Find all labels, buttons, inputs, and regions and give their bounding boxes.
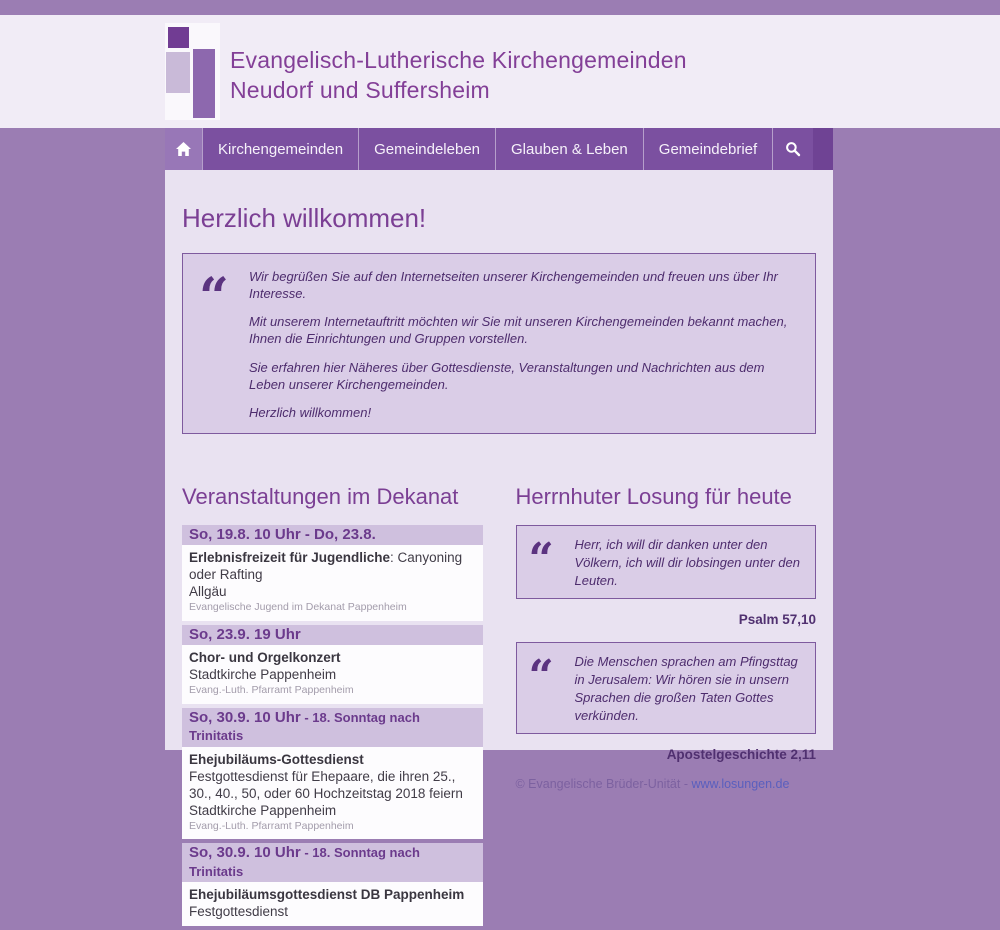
site-title-line2: Neudorf und Suffersheim: [230, 77, 490, 104]
event-body: [182, 545, 483, 621]
copyright-text: © Evangelische Brüder-Unität -: [515, 776, 692, 791]
home-icon: [175, 141, 192, 157]
quote-icon: “: [528, 650, 554, 702]
event-date-suffix: - 18. Sonntag nach Trinitatis: [189, 845, 420, 879]
quote-icon: “: [199, 267, 229, 328]
event-location: Stadtkirche Pappenheim: [189, 667, 337, 683]
logo-square-dark: [168, 27, 189, 48]
welcome-paragraph: Herzlich willkommen!: [249, 404, 372, 420]
losung-source: Psalm 57,10: [738, 611, 816, 627]
page-title: Herzlich willkommen!: [182, 203, 427, 233]
site-title-line1: Evangelisch-Lutherische Kirchengemeinden: [230, 47, 687, 73]
event-date: [182, 625, 483, 645]
event-date-text: So, 30.9. 10 Uhr: [189, 708, 301, 726]
event-date: [182, 525, 483, 545]
event-item: [182, 708, 483, 839]
welcome-quote-text: [249, 268, 799, 421]
losung-quote-box: [516, 642, 817, 734]
event-body: [182, 882, 483, 926]
event-date-text: So, 19.8. 10 Uhr - Do, 23.8.: [189, 526, 376, 544]
nav-home-button[interactable]: [165, 128, 202, 170]
event-location: Stadtkirche Pappenheim: [189, 802, 337, 818]
losung-copyright: [516, 777, 817, 791]
site-logo[interactable]: [165, 23, 220, 120]
event-item: [182, 625, 483, 704]
event-date: [182, 708, 483, 747]
event-date: [182, 843, 483, 882]
losungen-link[interactable]: www.losungen.de: [691, 776, 790, 791]
logo-square-mid: [193, 49, 215, 118]
main-navigation: [165, 128, 833, 170]
event-body: [182, 747, 483, 840]
nav-search-button[interactable]: [772, 128, 813, 170]
event-date-suffix: - 18. Sonntag nach Trinitatis: [189, 709, 420, 744]
header-band: [0, 15, 1000, 128]
event-title: Ehejubiläumsgottesdienst DB Pappenheim: [189, 886, 465, 902]
nav-tab-gemeindeleben[interactable]: Gemeindeleben: [358, 128, 495, 170]
nav-tab-gemeindebrief[interactable]: Gemeindebrief: [643, 128, 772, 170]
nav-tab-glauben-leben[interactable]: Glauben & Leben: [495, 128, 643, 170]
welcome-paragraph: Sie erfahren hier Näheres über Gottesdienste, Veranstaltungen und Nachrichten aus dem Leben unserer Kirchengemeinden.: [249, 359, 765, 392]
event-body: [182, 645, 483, 704]
event-organizer: Evang.-Luth. Pfarramt Pappenheim: [189, 819, 354, 832]
welcome-quote-box: [182, 253, 816, 434]
losung-quote-box: [516, 525, 817, 599]
losung-source: Apostelgeschichte 2,11: [666, 746, 816, 762]
nav-tab-kirchengemeinden[interactable]: Kirchengemeinden: [202, 128, 358, 170]
event-description: Festgottesdienst: [189, 903, 289, 919]
site-title: [230, 45, 687, 106]
losung-quote-text: Herr, ich will dir danken unter den Völkern, ich will dir lobsingen unter den Leuten.: [574, 537, 800, 588]
welcome-paragraph: Wir begrüßen Sie auf den Internetseiten unserer Kirchengemeinden und freuen uns über Ihr Interesse.: [249, 269, 778, 302]
welcome-paragraph: Mit unserem Internetauftritt möchten wir Sie mit unseren Kirchengemeinden bekannt machen, Ihnen die Einrichtungen und Gruppen vorstellen.: [249, 314, 788, 347]
events-column: [182, 434, 483, 930]
event-date-text: So, 23.9. 19 Uhr: [189, 626, 301, 644]
main-content: [165, 170, 833, 919]
event-title: Erlebnisfreizeit für Jugendliche: Canyoning oder Rafting: [189, 550, 463, 583]
losung-column: [516, 434, 817, 791]
search-icon: [785, 141, 801, 157]
events-heading: Veranstaltungen im Dekanat: [182, 484, 459, 510]
event-item: [182, 525, 483, 621]
event-organizer: Evangelische Jugend im Dekanat Pappenheim: [189, 601, 407, 614]
event-organizer: Evang.-Luth. Pfarramt Pappenheim: [189, 684, 354, 697]
event-item: [182, 843, 483, 926]
quote-icon: “: [528, 534, 554, 586]
event-date-text: So, 30.9. 10 Uhr: [189, 844, 301, 862]
event-title: Chor- und Orgelkonzert: [189, 650, 341, 666]
losung-quote-text: Die Menschen sprachen am Pfingsttag in Jerusalem: Wir hören sie in unsern Sprachen die großen Taten Gottes verkünden.: [574, 653, 798, 723]
event-location: Allgäu: [189, 584, 227, 600]
event-description: Festgottesdienst für Ehepaare, die ihren 25., 30., 40., 50, oder 60 Hochzeitstag 2018 feiern: [189, 768, 463, 801]
logo-square-light: [166, 52, 190, 93]
event-title: Ehejubiläums-Gottesdienst: [189, 751, 364, 767]
losung-heading: Herrnhuter Losung für heute: [515, 484, 792, 510]
